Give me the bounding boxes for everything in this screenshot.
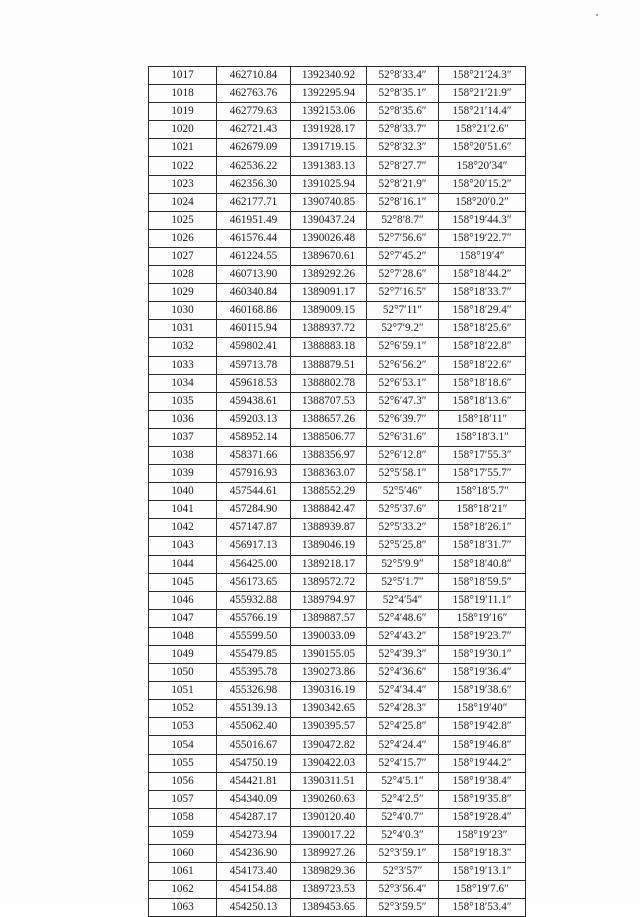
table-row	[149, 374, 526, 392]
table-row	[149, 754, 526, 772]
x-coordinate-cell: 456173.65	[217, 573, 291, 591]
longitude-cell: 158°19′44.3″	[439, 211, 526, 229]
table-row	[149, 700, 526, 718]
point-number-cell: 1052	[149, 700, 217, 718]
y-coordinate-cell: 1388506.77	[291, 428, 367, 446]
y-coordinate-cell: 1390437.24	[291, 211, 367, 229]
y-coordinate-cell: 1389453.65	[291, 899, 367, 917]
latitude-cell: 52°8′35.1″	[367, 85, 439, 103]
x-coordinate-cell: 458952.14	[217, 428, 291, 446]
point-number-cell: 1042	[149, 519, 217, 537]
x-coordinate-cell: 454273.94	[217, 826, 291, 844]
x-coordinate-cell: 454250.13	[217, 899, 291, 917]
latitude-cell: 52°5′33.2″	[367, 519, 439, 537]
latitude-cell: 52°8′33.4″	[367, 67, 439, 85]
latitude-cell: 52°7′28.6″	[367, 266, 439, 284]
x-coordinate-cell: 461951.49	[217, 211, 291, 229]
point-number-cell: 1057	[149, 790, 217, 808]
y-coordinate-cell: 1391719.15	[291, 139, 367, 157]
longitude-cell: 158°19′36.4″	[439, 664, 526, 682]
point-number-cell: 1037	[149, 428, 217, 446]
x-coordinate-cell: 455932.88	[217, 591, 291, 609]
longitude-cell: 158°18′25.6″	[439, 320, 526, 338]
table-row	[149, 845, 526, 863]
longitude-cell: 158°19′18.3″	[439, 845, 526, 863]
point-number-cell: 1023	[149, 175, 217, 193]
table-row	[149, 85, 526, 103]
latitude-cell: 52°4′34.4″	[367, 682, 439, 700]
longitude-cell: 158°17′55.3″	[439, 446, 526, 464]
latitude-cell: 52°6′39.7″	[367, 410, 439, 428]
point-number-cell: 1024	[149, 193, 217, 211]
table-row	[149, 410, 526, 428]
x-coordinate-cell: 454287.17	[217, 808, 291, 826]
longitude-cell: 158°19′4″	[439, 247, 526, 265]
y-coordinate-cell: 1390342.65	[291, 700, 367, 718]
point-number-cell: 1029	[149, 284, 217, 302]
y-coordinate-cell: 1388363.07	[291, 465, 367, 483]
table-row	[149, 284, 526, 302]
scan-speck-mark	[596, 14, 598, 16]
point-number-cell: 1026	[149, 229, 217, 247]
y-coordinate-cell: 1390033.09	[291, 627, 367, 645]
y-coordinate-cell: 1390311.51	[291, 772, 367, 790]
latitude-cell: 52°3′59.1″	[367, 845, 439, 863]
table-row	[149, 664, 526, 682]
x-coordinate-cell: 462356.30	[217, 175, 291, 193]
longitude-cell: 158°19′35.8″	[439, 790, 526, 808]
latitude-cell: 52°7′45.2″	[367, 247, 439, 265]
y-coordinate-cell: 1388707.53	[291, 392, 367, 410]
table-row	[149, 682, 526, 700]
longitude-cell: 158°19′22.7″	[439, 229, 526, 247]
point-number-cell: 1022	[149, 157, 217, 175]
longitude-cell: 158°19′23.7″	[439, 627, 526, 645]
point-number-cell: 1035	[149, 392, 217, 410]
point-number-cell: 1027	[149, 247, 217, 265]
longitude-cell: 158°19′30.1″	[439, 646, 526, 664]
y-coordinate-cell: 1392153.06	[291, 103, 367, 121]
longitude-cell: 158°18′3.1″	[439, 428, 526, 446]
longitude-cell: 158°18′31.7″	[439, 537, 526, 555]
y-coordinate-cell: 1391928.17	[291, 121, 367, 139]
y-coordinate-cell: 1388883.18	[291, 338, 367, 356]
longitude-cell: 158°19′11.1″	[439, 591, 526, 609]
x-coordinate-cell: 462536.22	[217, 157, 291, 175]
table-row	[149, 157, 526, 175]
x-coordinate-cell: 455395.78	[217, 664, 291, 682]
table-row	[149, 646, 526, 664]
latitude-cell: 52°8′8.7″	[367, 211, 439, 229]
latitude-cell: 52°4′24.4″	[367, 736, 439, 754]
x-coordinate-cell: 456917.13	[217, 537, 291, 555]
y-coordinate-cell: 1390422.03	[291, 754, 367, 772]
y-coordinate-cell: 1390120.40	[291, 808, 367, 826]
longitude-cell: 158°18′11″	[439, 410, 526, 428]
y-coordinate-cell: 1389794.97	[291, 591, 367, 609]
latitude-cell: 52°6′31.6″	[367, 428, 439, 446]
point-number-cell: 1060	[149, 845, 217, 863]
table-row	[149, 465, 526, 483]
y-coordinate-cell: 1392295.94	[291, 85, 367, 103]
longitude-cell: 158°18′53.4″	[439, 899, 526, 917]
x-coordinate-cell: 454236.90	[217, 845, 291, 863]
longitude-cell: 158°18′33.7″	[439, 284, 526, 302]
x-coordinate-cell: 461576.44	[217, 229, 291, 247]
latitude-cell: 52°8′35.6″	[367, 103, 439, 121]
x-coordinate-cell: 454173.40	[217, 863, 291, 881]
y-coordinate-cell: 1389046.19	[291, 537, 367, 555]
latitude-cell: 52°4′48.6″	[367, 609, 439, 627]
x-coordinate-cell: 460340.84	[217, 284, 291, 302]
y-coordinate-cell: 1388552.29	[291, 483, 367, 501]
point-number-cell: 1019	[149, 103, 217, 121]
longitude-cell: 158°19′38.6″	[439, 682, 526, 700]
longitude-cell: 158°21′21.9″	[439, 85, 526, 103]
point-number-cell: 1049	[149, 646, 217, 664]
y-coordinate-cell: 1389887.57	[291, 609, 367, 627]
latitude-cell: 52°4′5.1″	[367, 772, 439, 790]
y-coordinate-cell: 1390017.22	[291, 826, 367, 844]
latitude-cell: 52°7′9.2″	[367, 320, 439, 338]
point-number-cell: 1058	[149, 808, 217, 826]
y-coordinate-cell: 1389723.53	[291, 881, 367, 899]
y-coordinate-cell: 1390273.86	[291, 664, 367, 682]
x-coordinate-cell: 459802.41	[217, 338, 291, 356]
y-coordinate-cell: 1389292.26	[291, 266, 367, 284]
longitude-cell: 158°20′15.2″	[439, 175, 526, 193]
y-coordinate-cell: 1389670.61	[291, 247, 367, 265]
point-number-cell: 1036	[149, 410, 217, 428]
y-coordinate-cell: 1390316.19	[291, 682, 367, 700]
x-coordinate-cell: 462721.43	[217, 121, 291, 139]
point-number-cell: 1059	[149, 826, 217, 844]
point-number-cell: 1063	[149, 899, 217, 917]
latitude-cell: 52°7′56.6″	[367, 229, 439, 247]
latitude-cell: 52°5′25.8″	[367, 537, 439, 555]
latitude-cell: 52°6′53.1″	[367, 374, 439, 392]
latitude-cell: 52°8′27.7″	[367, 157, 439, 175]
y-coordinate-cell: 1389218.17	[291, 555, 367, 573]
y-coordinate-cell: 1390026.48	[291, 229, 367, 247]
point-number-cell: 1044	[149, 555, 217, 573]
y-coordinate-cell: 1392340.92	[291, 67, 367, 85]
table-row	[149, 881, 526, 899]
y-coordinate-cell: 1388937.72	[291, 320, 367, 338]
table-row	[149, 175, 526, 193]
x-coordinate-cell: 454340.09	[217, 790, 291, 808]
longitude-cell: 158°18′29.4″	[439, 302, 526, 320]
table-row	[149, 736, 526, 754]
table-row	[149, 302, 526, 320]
coordinates-table-body	[149, 67, 526, 917]
point-number-cell: 1046	[149, 591, 217, 609]
y-coordinate-cell: 1390260.63	[291, 790, 367, 808]
table-row	[149, 627, 526, 645]
x-coordinate-cell: 459618.53	[217, 374, 291, 392]
longitude-cell: 158°19′13.1″	[439, 863, 526, 881]
x-coordinate-cell: 462177.71	[217, 193, 291, 211]
y-coordinate-cell: 1388356.97	[291, 446, 367, 464]
latitude-cell: 52°4′0.7″	[367, 808, 439, 826]
x-coordinate-cell: 458371.66	[217, 446, 291, 464]
latitude-cell: 52°8′33.7″	[367, 121, 439, 139]
point-number-cell: 1017	[149, 67, 217, 85]
y-coordinate-cell: 1388939.87	[291, 519, 367, 537]
latitude-cell: 52°3′59.5″	[367, 899, 439, 917]
longitude-cell: 158°17′55.7″	[439, 465, 526, 483]
x-coordinate-cell: 454750.19	[217, 754, 291, 772]
longitude-cell: 158°20′34″	[439, 157, 526, 175]
x-coordinate-cell: 457916.93	[217, 465, 291, 483]
longitude-cell: 158°18′44.2″	[439, 266, 526, 284]
longitude-cell: 158°18′5.7″	[439, 483, 526, 501]
y-coordinate-cell: 1388657.26	[291, 410, 367, 428]
latitude-cell: 52°5′46″	[367, 483, 439, 501]
y-coordinate-cell: 1391383.13	[291, 157, 367, 175]
x-coordinate-cell: 462763.76	[217, 85, 291, 103]
x-coordinate-cell: 462679.09	[217, 139, 291, 157]
table-row	[149, 718, 526, 736]
x-coordinate-cell: 459203.13	[217, 410, 291, 428]
point-number-cell: 1055	[149, 754, 217, 772]
point-number-cell: 1062	[149, 881, 217, 899]
table-row	[149, 392, 526, 410]
latitude-cell: 52°6′47.3″	[367, 392, 439, 410]
latitude-cell: 52°8′32.3″	[367, 139, 439, 157]
table-row	[149, 446, 526, 464]
table-row	[149, 428, 526, 446]
table-row	[149, 501, 526, 519]
longitude-cell: 158°19′16″	[439, 609, 526, 627]
x-coordinate-cell: 455062.40	[217, 718, 291, 736]
latitude-cell: 52°4′0.3″	[367, 826, 439, 844]
latitude-cell: 52°5′1.7″	[367, 573, 439, 591]
x-coordinate-cell: 455599.50	[217, 627, 291, 645]
table-row	[149, 537, 526, 555]
table-row	[149, 139, 526, 157]
latitude-cell: 52°4′25.8″	[367, 718, 439, 736]
longitude-cell: 158°19′44.2″	[439, 754, 526, 772]
y-coordinate-cell: 1388842.47	[291, 501, 367, 519]
latitude-cell: 52°7′11″	[367, 302, 439, 320]
point-number-cell: 1034	[149, 374, 217, 392]
latitude-cell: 52°6′12.8″	[367, 446, 439, 464]
latitude-cell: 52°4′39.3″	[367, 646, 439, 664]
table-row	[149, 591, 526, 609]
x-coordinate-cell: 455479.85	[217, 646, 291, 664]
point-number-cell: 1025	[149, 211, 217, 229]
longitude-cell: 158°18′13.6″	[439, 392, 526, 410]
latitude-cell: 52°6′56.2″	[367, 356, 439, 374]
table-row	[149, 338, 526, 356]
point-number-cell: 1054	[149, 736, 217, 754]
x-coordinate-cell: 460168.86	[217, 302, 291, 320]
longitude-cell: 158°20′0.2″	[439, 193, 526, 211]
latitude-cell: 52°7′16.5″	[367, 284, 439, 302]
longitude-cell: 158°19′40″	[439, 700, 526, 718]
table-row	[149, 555, 526, 573]
point-number-cell: 1039	[149, 465, 217, 483]
point-number-cell: 1041	[149, 501, 217, 519]
x-coordinate-cell: 460115.94	[217, 320, 291, 338]
table-row	[149, 519, 526, 537]
point-number-cell: 1040	[149, 483, 217, 501]
table-row	[149, 826, 526, 844]
point-number-cell: 1061	[149, 863, 217, 881]
table-row	[149, 193, 526, 211]
y-coordinate-cell: 1390155.05	[291, 646, 367, 664]
table-row	[149, 247, 526, 265]
point-number-cell: 1050	[149, 664, 217, 682]
coordinates-table	[148, 66, 526, 917]
y-coordinate-cell: 1390740.85	[291, 193, 367, 211]
longitude-cell: 158°21′24.3″	[439, 67, 526, 85]
y-coordinate-cell: 1390472.82	[291, 736, 367, 754]
x-coordinate-cell: 455326.98	[217, 682, 291, 700]
point-number-cell: 1038	[149, 446, 217, 464]
y-coordinate-cell: 1390395.57	[291, 718, 367, 736]
x-coordinate-cell: 462779.63	[217, 103, 291, 121]
longitude-cell: 158°18′18.6″	[439, 374, 526, 392]
latitude-cell: 52°8′16.1″	[367, 193, 439, 211]
x-coordinate-cell: 455139.13	[217, 700, 291, 718]
x-coordinate-cell: 457284.90	[217, 501, 291, 519]
x-coordinate-cell: 455766.19	[217, 609, 291, 627]
y-coordinate-cell: 1389927.26	[291, 845, 367, 863]
latitude-cell: 52°5′9.9″	[367, 555, 439, 573]
latitude-cell: 52°4′2.5″	[367, 790, 439, 808]
latitude-cell: 52°3′56.4″	[367, 881, 439, 899]
table-row	[149, 483, 526, 501]
point-number-cell: 1020	[149, 121, 217, 139]
longitude-cell: 158°21′2.6″	[439, 121, 526, 139]
point-number-cell: 1043	[149, 537, 217, 555]
x-coordinate-cell: 456425.00	[217, 555, 291, 573]
x-coordinate-cell: 459713.78	[217, 356, 291, 374]
x-coordinate-cell: 457147.87	[217, 519, 291, 537]
x-coordinate-cell: 459438.61	[217, 392, 291, 410]
y-coordinate-cell: 1389009.15	[291, 302, 367, 320]
longitude-cell: 158°18′59.5″	[439, 573, 526, 591]
table-row	[149, 211, 526, 229]
table-row	[149, 67, 526, 85]
longitude-cell: 158°19′7.6″	[439, 881, 526, 899]
longitude-cell: 158°18′21″	[439, 501, 526, 519]
longitude-cell: 158°21′14.4″	[439, 103, 526, 121]
latitude-cell: 52°4′54″	[367, 591, 439, 609]
latitude-cell: 52°5′37.6″	[367, 501, 439, 519]
x-coordinate-cell: 460713.90	[217, 266, 291, 284]
y-coordinate-cell: 1391025.94	[291, 175, 367, 193]
longitude-cell: 158°20′51.6″	[439, 139, 526, 157]
y-coordinate-cell: 1389572.72	[291, 573, 367, 591]
longitude-cell: 158°19′23″	[439, 826, 526, 844]
latitude-cell: 52°4′43.2″	[367, 627, 439, 645]
x-coordinate-cell: 455016.67	[217, 736, 291, 754]
point-number-cell: 1033	[149, 356, 217, 374]
point-number-cell: 1031	[149, 320, 217, 338]
latitude-cell: 52°4′15.7″	[367, 754, 439, 772]
y-coordinate-cell: 1388802.78	[291, 374, 367, 392]
table-row	[149, 609, 526, 627]
point-number-cell: 1047	[149, 609, 217, 627]
point-number-cell: 1032	[149, 338, 217, 356]
table-row	[149, 320, 526, 338]
table-row	[149, 573, 526, 591]
latitude-cell: 52°5′58.1″	[367, 465, 439, 483]
longitude-cell: 158°18′22.8″	[439, 338, 526, 356]
point-number-cell: 1051	[149, 682, 217, 700]
y-coordinate-cell: 1389091.17	[291, 284, 367, 302]
point-number-cell: 1056	[149, 772, 217, 790]
table-row	[149, 899, 526, 917]
point-number-cell: 1028	[149, 266, 217, 284]
x-coordinate-cell: 454421.81	[217, 772, 291, 790]
latitude-cell: 52°8′21.9″	[367, 175, 439, 193]
latitude-cell: 52°3′57″	[367, 863, 439, 881]
point-number-cell: 1045	[149, 573, 217, 591]
point-number-cell: 1030	[149, 302, 217, 320]
table-row	[149, 229, 526, 247]
table-row	[149, 863, 526, 881]
y-coordinate-cell: 1388879.51	[291, 356, 367, 374]
table-row	[149, 790, 526, 808]
longitude-cell: 158°19′38.4″	[439, 772, 526, 790]
table-row	[149, 103, 526, 121]
longitude-cell: 158°18′26.1″	[439, 519, 526, 537]
point-number-cell: 1021	[149, 139, 217, 157]
x-coordinate-cell: 461224.55	[217, 247, 291, 265]
longitude-cell: 158°18′22.6″	[439, 356, 526, 374]
longitude-cell: 158°19′28.4″	[439, 808, 526, 826]
table-row	[149, 772, 526, 790]
table-row	[149, 356, 526, 374]
x-coordinate-cell: 454154.88	[217, 881, 291, 899]
point-number-cell: 1018	[149, 85, 217, 103]
longitude-cell: 158°19′46.8″	[439, 736, 526, 754]
table-row	[149, 808, 526, 826]
latitude-cell: 52°4′36.6″	[367, 664, 439, 682]
point-number-cell: 1048	[149, 627, 217, 645]
x-coordinate-cell: 457544.61	[217, 483, 291, 501]
table-row	[149, 121, 526, 139]
latitude-cell: 52°4′28.3″	[367, 700, 439, 718]
longitude-cell: 158°18′40.8″	[439, 555, 526, 573]
longitude-cell: 158°19′42.8″	[439, 718, 526, 736]
point-number-cell: 1053	[149, 718, 217, 736]
x-coordinate-cell: 462710.84	[217, 67, 291, 85]
latitude-cell: 52°6′59.1″	[367, 338, 439, 356]
table-row	[149, 266, 526, 284]
y-coordinate-cell: 1389829.36	[291, 863, 367, 881]
